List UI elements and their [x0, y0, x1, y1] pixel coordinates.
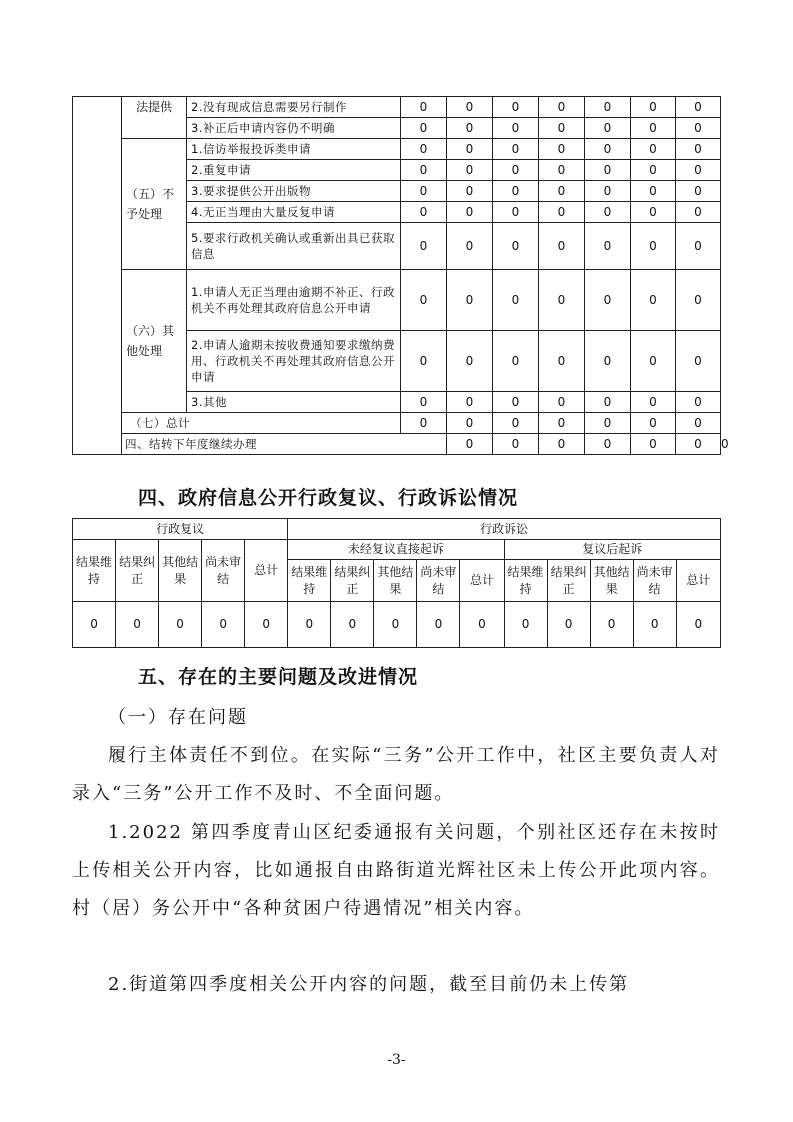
cell-value: 0: [539, 434, 585, 455]
cell-value: 0: [676, 97, 721, 118]
admin-review-header: 行政复议: [73, 519, 288, 540]
table-row: [73, 270, 721, 331]
column-header: 结果纠正: [116, 540, 159, 602]
cell-value: 0: [493, 413, 539, 434]
cell-value: 0: [585, 97, 631, 118]
cell-value: 0: [447, 413, 493, 434]
cell-value: 0: [539, 139, 585, 160]
row-description: 2.重复申请: [187, 160, 401, 181]
table-row-total: [73, 413, 721, 434]
cell-value: 0: [631, 413, 676, 434]
row-description: 1.信访举报投诉类申请: [187, 139, 401, 160]
cell-value: 0: [631, 118, 676, 139]
paragraph: 2.街道第四季度相关公开内容的问题，截至目前仍未上传第: [108, 974, 630, 995]
cell-value: 0: [585, 392, 631, 413]
cell-value: 0: [676, 602, 720, 648]
cell-value: 0: [539, 331, 585, 392]
section-4-heading: 四、政府信息公开行政复议、行政诉讼情况: [138, 487, 519, 509]
application-handling-table: [72, 96, 729, 455]
cell-value: 0: [401, 139, 447, 160]
cell-value: 0: [676, 181, 721, 202]
column-header: 尚未审结: [202, 540, 245, 602]
cell-value: 0: [493, 202, 539, 223]
cell-value: 0: [447, 181, 493, 202]
row-description: 5.要求行政机关确认或重新出具已获取信息: [187, 223, 401, 270]
cell-value: 0: [401, 181, 447, 202]
cell-value: 0: [633, 602, 676, 648]
cell-value: 0: [547, 602, 590, 648]
cell-value: 0: [401, 118, 447, 139]
cell-value: 0: [245, 602, 288, 648]
row-description: 3.补正后申请内容仍不明确: [187, 118, 401, 139]
cell-value: 0: [631, 223, 676, 270]
cell-value: 0: [585, 139, 631, 160]
row-description: 2.没有现成信息需要另行制作: [187, 97, 401, 118]
column-header: 结果纠正: [547, 560, 590, 602]
row-description: 2.申请人逾期未按收费通知要求缴纳费用、行政机关不再处理其政府信息公开申请: [187, 331, 401, 392]
carryover-label: 四、结转下年度继续办理: [122, 434, 447, 455]
cell-value: 0: [202, 602, 245, 648]
column-header: 总计: [460, 560, 504, 602]
cell-value: 0: [631, 434, 676, 455]
cell-value: 0: [493, 392, 539, 413]
category-cell: （五）不予处理: [122, 139, 187, 270]
cell-value: 0: [585, 118, 631, 139]
cell-value: 0: [493, 97, 539, 118]
table-row: [73, 602, 721, 648]
column-header: 结果维持: [288, 560, 331, 602]
column-header: 结果纠正: [331, 560, 374, 602]
cell-value: 0: [676, 434, 721, 455]
cell-value: 0: [631, 331, 676, 392]
cell-value: 0: [447, 434, 493, 455]
cell-value: 0: [585, 413, 631, 434]
column-header: 结果维持: [504, 560, 547, 602]
cell-value: 0: [585, 181, 631, 202]
paragraph: 1.2022 第四季度青山区纪委通报有关问题，个别社区还存在未按时上传相关公开内容，比如通报自由路街道光辉社区未上传公开此项内容。村（居）务公开中“各种贫困户待遇情况”相关内容。: [72, 822, 720, 919]
total-label: （七）总计: [122, 413, 401, 434]
cell-value: 0: [676, 202, 721, 223]
cell-value: 0: [331, 602, 374, 648]
cell-value: 0: [116, 602, 159, 648]
cell-value: 0: [631, 202, 676, 223]
direct-suit-header: 未经复议直接起诉: [288, 540, 504, 560]
column-header: 结果维持: [73, 540, 116, 602]
row-description: 1.申请人无正当理由逾期不补正、行政机关不再处理其政府信息公开申请: [187, 270, 401, 331]
cell-value: 0: [539, 160, 585, 181]
cell-value: 0: [631, 139, 676, 160]
cell-value: 0: [447, 392, 493, 413]
cell-value: 0: [493, 118, 539, 139]
row-description: 3.其他: [187, 392, 401, 413]
cell-value: 0: [585, 270, 631, 331]
cell-value: 0: [539, 97, 585, 118]
cell-value: 0: [447, 331, 493, 392]
column-header: 其他结果: [374, 560, 417, 602]
row-description: 3.要求提供公开出版物: [187, 181, 401, 202]
cell-value: 0: [447, 160, 493, 181]
cell-value: 0: [447, 118, 493, 139]
cell-value: 0: [401, 223, 447, 270]
cell-value: 0: [585, 223, 631, 270]
cell-value: 0: [676, 223, 721, 270]
cell-value: 0: [401, 160, 447, 181]
cell-value: 0: [631, 160, 676, 181]
cell-value: 0: [401, 202, 447, 223]
cell-value: 0: [374, 602, 417, 648]
table-header-row: [73, 540, 721, 560]
cell-value: 0: [493, 139, 539, 160]
row-description: 4.无正当理由大量反复申请: [187, 202, 401, 223]
cell-value: 0: [159, 602, 202, 648]
cell-value: 0: [447, 202, 493, 223]
review-litigation-table: [72, 518, 721, 648]
cell-value: 0: [676, 413, 721, 434]
cell-value: 0: [676, 392, 721, 413]
merged-category-cell: [73, 97, 122, 455]
column-header: 总计: [676, 560, 720, 602]
column-header: 尚未审结: [633, 560, 676, 602]
cell-value: 0: [401, 331, 447, 392]
cell-value: 0: [401, 413, 447, 434]
column-header: 其他结果: [590, 560, 633, 602]
cell-value: 0: [631, 181, 676, 202]
cell-value: 0: [676, 139, 721, 160]
cell-value: 0: [676, 270, 721, 331]
cell-value: 0: [585, 434, 631, 455]
cell-value: 0: [539, 202, 585, 223]
cell-value: 0: [493, 270, 539, 331]
cell-value: 0: [539, 223, 585, 270]
cell-value: 0: [590, 602, 633, 648]
cell-value: 0: [401, 270, 447, 331]
cell-value: 0: [631, 270, 676, 331]
cell-value: 0: [676, 118, 721, 139]
section-5-heading: 五、存在的主要问题及改进情况: [138, 666, 419, 688]
table-row: [73, 97, 721, 118]
cell-value: 0: [585, 160, 631, 181]
page-number: -3-: [387, 1052, 406, 1068]
table-row-carryover: 四、结转下年度继续办理 0 0 0 0 0 0 0: [73, 434, 721, 455]
category-cell: （六）其他处理: [122, 270, 187, 413]
cell-value: 0: [401, 97, 447, 118]
cell-value: 0: [493, 181, 539, 202]
table-header-row: [73, 519, 721, 540]
cell-value: 0: [676, 331, 721, 392]
cell-value: 0: [539, 413, 585, 434]
cell-value: 0: [447, 139, 493, 160]
column-header: 其他结果: [159, 540, 202, 602]
cell-value: 0: [539, 270, 585, 331]
cell-value: 0: [539, 181, 585, 202]
cell-value: 0: [493, 434, 539, 455]
cell-value: 0: [417, 602, 460, 648]
cell-value: 0: [585, 202, 631, 223]
cell-value: 0: [493, 331, 539, 392]
cell-value: 0: [539, 392, 585, 413]
admin-litigation-header: 行政诉讼: [288, 519, 721, 540]
cell-value: 0: [493, 160, 539, 181]
cell-value: 0: [504, 602, 547, 648]
cell-value: 0: [493, 223, 539, 270]
cell-value: 0: [447, 97, 493, 118]
cell-value: 0: [631, 97, 676, 118]
cell-value: 0: [447, 223, 493, 270]
paragraph: 履行主体责任不到位。在实际“三务”公开工作中，社区主要负责人对录入“三务”公开工作不及时、不全面问题。: [72, 745, 720, 804]
column-header: 尚未审结: [417, 560, 460, 602]
cell-value: 0: [460, 602, 504, 648]
column-header: 总计: [245, 540, 288, 602]
cell-value: 0: [447, 270, 493, 331]
cell-value: 0: [73, 602, 116, 648]
cell-value: 0: [631, 392, 676, 413]
cell-value: 0: [401, 392, 447, 413]
cell-value: 0: [539, 118, 585, 139]
after-review-header: 复议后起诉: [504, 540, 721, 560]
cell-value: 0: [676, 160, 721, 181]
cell-value: 0: [585, 331, 631, 392]
category-cell: 法提供: [122, 97, 187, 139]
table-row: [73, 139, 721, 160]
subsection-heading: （一）存在问题: [108, 707, 248, 728]
cell-value: 0: [288, 602, 331, 648]
